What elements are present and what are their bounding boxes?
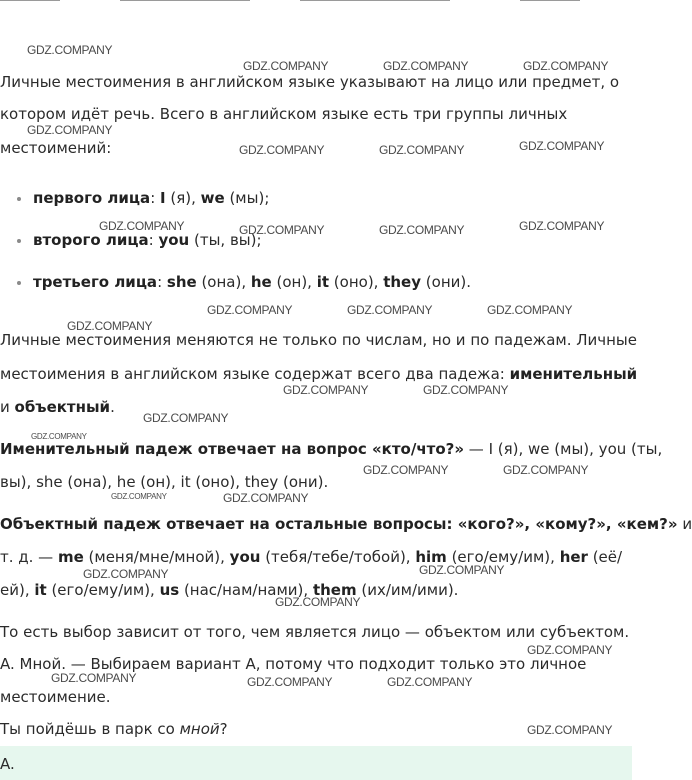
watermark: GDZ.COMPANY [527, 723, 613, 737]
watermark: GDZ.COMPANY [27, 123, 113, 137]
watermark: GDZ.COMPANY [27, 43, 113, 57]
answer-explanation-line-1: A. Мной. — Выбираем вариант A, потому что подходит только это личное [0, 655, 587, 673]
watermark: GDZ.COMPANY [83, 567, 169, 581]
watermark: GDZ.COMPANY [523, 59, 609, 73]
watermark: GDZ.COMPANY [207, 303, 293, 317]
watermark: GDZ.COMPANY [503, 463, 589, 477]
answer-box [0, 746, 632, 780]
watermark: GDZ.COMPANY [379, 223, 465, 237]
watermark: GDZ.COMPANY [423, 383, 509, 397]
watermark: GDZ.COMPANY [519, 139, 605, 153]
watermark: GDZ.COMPANY [519, 219, 605, 233]
answer-explanation-line-2: местоимение. [0, 688, 111, 706]
intro-line-3: местоимений: [0, 139, 112, 157]
watermark: GDZ.COMPANY [275, 595, 361, 609]
bullet-icon [17, 281, 21, 285]
watermark: GDZ.COMPANY [527, 643, 613, 657]
watermark: GDZ.COMPANY [51, 671, 137, 685]
watermark: GDZ.COMPANY [223, 491, 309, 505]
watermark: GDZ.COMPANY [243, 59, 329, 73]
watermark: GDZ.COMPANY [387, 675, 473, 689]
cases-line-3: и объектный. [0, 398, 115, 416]
watermark: GDZ.COMPANY [283, 383, 369, 397]
answer-text: A. [0, 755, 15, 773]
watermark: GDZ.COMPANY [419, 563, 505, 577]
objective-line-1: Объектный падеж отвечает на остальные вопросы: «кого?», «кому?», «кем?» и [0, 515, 692, 533]
watermark: GDZ.COMPANY [67, 319, 153, 333]
watermark: GDZ.COMPANY [99, 219, 185, 233]
nominative-line-2: вы), she (она), he (он), it (оно), they (они). [0, 473, 329, 491]
objective-line-3: ей), it (его/ему/им), us (нас/нам/нами), them (их/им/ими). [0, 581, 459, 599]
cases-line-2: местоимения в английском языке содержат всего два падежа: именительный [0, 365, 638, 383]
watermark: GDZ.COMPANY [487, 303, 573, 317]
watermark: GDZ.COMPANY [347, 303, 433, 317]
list-item-first-person: первого лица: I (я), we (мы); [33, 189, 270, 207]
intro-line-2: котором идёт речь. Всего в английском языке есть три группы личных [0, 105, 568, 123]
bullet-icon [17, 197, 21, 201]
bullet-icon [17, 239, 21, 243]
nominative-line-1: Именительный падеж отвечает на вопрос «кто/что?» — I (я), we (мы), you (ты, [0, 440, 663, 458]
question-sentence: Ты пойдёшь в парк со мной? [0, 720, 228, 738]
watermark: GDZ.COMPANY [247, 675, 333, 689]
watermark: GDZ.COMPANY [239, 223, 325, 237]
choice-explanation: То есть выбор зависит от того, чем является лицо — объектом или субъектом. [0, 623, 630, 641]
watermark: GDZ.COMPANY [363, 463, 449, 477]
list-item-third-person: третьего лица: she (она), he (он), it (оно), they (они). [33, 273, 471, 291]
watermark: GDZ.COMPANY [143, 411, 229, 425]
cut-off-text-line [0, 0, 632, 2]
watermark: GDZ.COMPANY [111, 492, 167, 501]
cases-line-1: Личные местоимения меняются не только по числам, но и по падежам. Личные [0, 331, 638, 349]
watermark: GDZ.COMPANY [383, 59, 469, 73]
intro-line-1: Личные местоимения в английском языке указывают на лицо или предмет, о [0, 73, 620, 91]
list-item-second-person: второго лица: you (ты, вы); [33, 231, 262, 249]
watermark: GDZ.COMPANY [379, 143, 465, 157]
watermark: GDZ.COMPANY [31, 432, 87, 441]
watermark: GDZ.COMPANY [239, 143, 325, 157]
objective-line-2: т. д. — me (меня/мне/мной), you (тебя/тебе/тобой), him (его/ему/им), her (её/ [0, 548, 623, 566]
